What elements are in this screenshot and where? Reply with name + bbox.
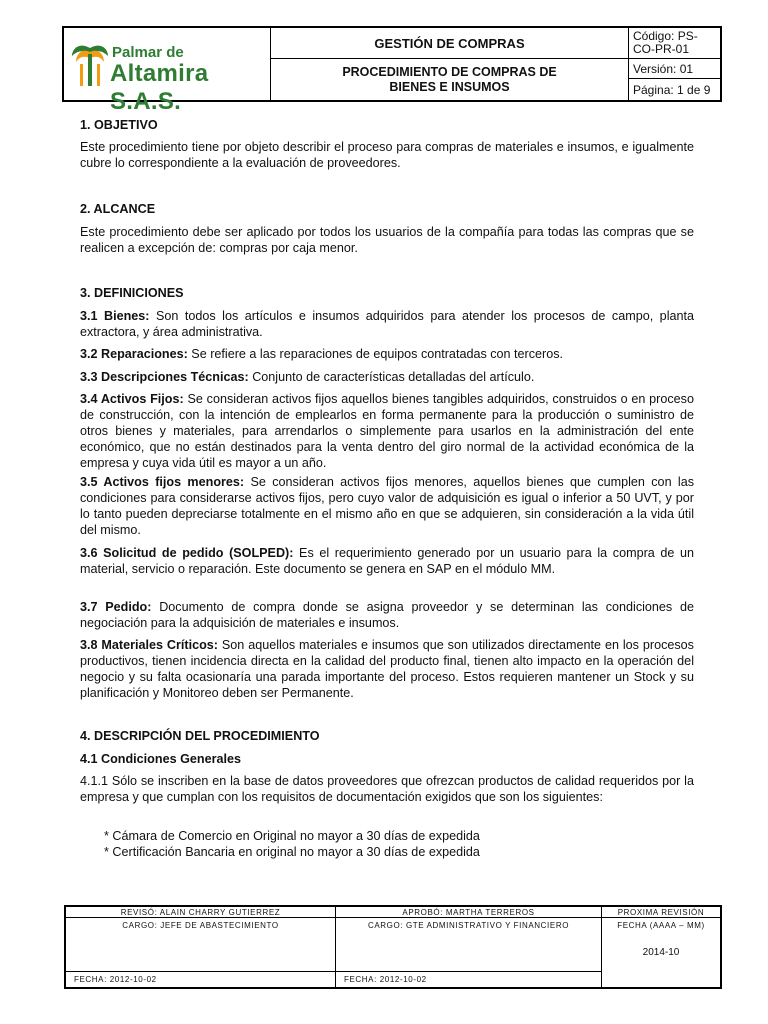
section-definiciones-title: 3. DEFINICIONES [80, 286, 184, 300]
document-version: Versión: 01 [628, 58, 721, 79]
definition-pedido: 3.7 Pedido: Documento de compra donde se asigna proveedor y se determinan las condiciones de negociación para la adquisición de materiales e insumos. [80, 600, 694, 630]
definition-activos-fijos: 3.4 Activos Fijos: Se consideran activos fijos aquellos bienes tangibles adquiridos, construidos o en proceso de construcción, con la intención de emplearlos en forma permanente para la producción o suministro de otros bienes y materiales, para arrendarlos o simplemente para usarlos en la administración del ente económico, que no están destinados para la venta dentro del giro normal de la actividad económica de la empresa y cuya vida útil es mayor a un año. [80, 392, 694, 470]
definition-bienes: 3.1 Bienes: Son todos los artículos e insumos adquiridos para atender los procesos de campo, planta extractora, y área administrativa. [80, 309, 694, 339]
section-alcance-title: 2. ALCANCE [80, 202, 156, 216]
logo-cell [63, 27, 271, 115]
palm-logo-icon [70, 40, 110, 92]
next-review-format: FECHA (AAAA – MM) [617, 921, 705, 930]
requirement-bullet: * Cámara de Comercio en Original no mayor a 30 días de expedida [104, 829, 480, 843]
definition-solped: 3.6 Solicitud de pedido (SOLPED): Es el requerimiento generado por un usuario para la compra de un material, servicio o reparación. Este documento se genera en SAP en el módulo MM. [80, 546, 694, 576]
requirement-bullet: * Certificación Bancaria en original no mayor a 30 días de expedida [104, 845, 480, 859]
document-area-title: GESTIÓN DE COMPRAS [270, 27, 629, 59]
section-objetivo-text: Este procedimiento tiene por objeto describir el proceso para compras de materiales e insumos, e igualmente cubre lo correspondiente a la evaluación de proveedores. [80, 140, 694, 170]
definition-reparaciones: 3.2 Reparaciones: Se refiere a las reparaciones de equipos contratadas con terceros. [80, 347, 564, 361]
definition-materiales-criticos: 3.8 Materiales Críticos: Son aquellos materiales e insumos que son utilizados directamente en los procesos productivos, tienen incidencia directa en la calidad del producto final, tienen alto impacto en la operación del negocio y su falta ocasionaría una parada importante del proceso. Estos requieren mantener un Stock y su planificación y Monitoreo deben ser Permanente. [80, 638, 694, 700]
next-review-cell [601, 917, 721, 988]
next-review-date: 2014-10 [642, 947, 680, 958]
condition-4-1-1-text: 4.1.1 Sólo se inscriben en la base de datos proveedores que ofrezcan productos de calidad requeridos por la empresa y que cumplan con los requisitos de documentación exigidos que son los siguientes: [80, 774, 694, 804]
section-objetivo-title: 1. OBJETIVO [80, 118, 158, 132]
procedure-title-line2: BIENES E INSUMOS [389, 79, 510, 94]
reviewer-role: CARGO: JEFE DE ABASTECIMIENTO [65, 917, 336, 972]
reviewer-date: FECHA: 2012-10-02 [65, 971, 336, 988]
logo-text-main: Altamira S.A.S. [110, 60, 209, 115]
company-logo [70, 40, 270, 115]
section-alcance-text: Este procedimiento debe ser aplicado por todos los usuarios de la compañía para todas las compras que se realicen a excepción de: compras por caja menor. [80, 225, 694, 255]
document-page-number: Página: 1 de 9 [628, 78, 721, 101]
section-procedimiento-title: 4. DESCRIPCIÓN DEL PROCEDIMIENTO [80, 729, 320, 743]
definition-activos-fijos-menores: 3.5 Activos fijos menores: Se consideran activos fijos menores, aquellos bienes que cumplen con las condiciones para considerarse activos fijos, pero cuyo valor de adquisición es igual o inferior a 50 UVT, y por lo tanto pueden depreciarse totalmente en el mismo año en que se adquieren, sin consideración a la vida útil del mismo. [80, 475, 695, 537]
next-review-header: PROXIMA REVISIÓN [601, 906, 721, 918]
definition-descripciones-tecnicas: 3.3 Descripciones Técnicas: Conjunto de características detalladas del artículo. [80, 370, 535, 384]
approver-date: FECHA: 2012-10-02 [335, 971, 602, 988]
procedure-title-line1: PROCEDIMIENTO DE COMPRAS DE [342, 64, 557, 79]
reviewed-by: REVISÓ: ALAIN CHARRY GUTIERREZ [65, 906, 336, 918]
document-procedure-title [270, 58, 629, 101]
approver-role: CARGO: GTE ADMINISTRATIVO Y FINANCIERO [335, 917, 602, 972]
subsection-condiciones-title: 4.1 Condiciones Generales [80, 752, 241, 766]
approval-table [64, 905, 722, 989]
document-header [62, 26, 722, 115]
document-code: Código: PS-CO-PR-01 [628, 27, 721, 59]
logo-text-top: Palmar de [112, 44, 184, 61]
approved-by: APROBÓ: MARTHA TERREROS [335, 906, 602, 918]
